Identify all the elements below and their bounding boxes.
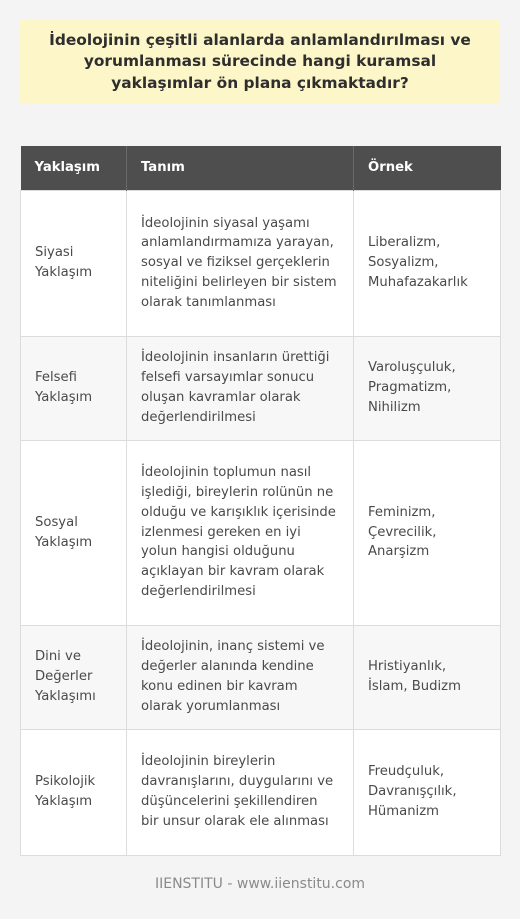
column-header-example: Örnek bbox=[354, 146, 501, 190]
table-row bbox=[21, 729, 501, 855]
question-title: İdeolojinin çeşitli alanlarda anlamlandırılması ve yorumlanması sürecinde hangi kuramsal yaklaşımlar ön plana çıkmaktadır? bbox=[49, 30, 471, 92]
table-row bbox=[21, 336, 501, 440]
example-cell: Varoluşçuluk, Pragmatizm, Nihilizm bbox=[354, 336, 501, 440]
approach-cell: Dini ve Değerler Yaklaşımı bbox=[21, 625, 127, 729]
column-header-approach: Yaklaşım bbox=[21, 146, 127, 190]
example-cell: Feminizm, Çevrecilik, Anarşizm bbox=[354, 440, 501, 625]
table-row bbox=[21, 625, 501, 729]
example-cell: Freudçuluk, Davranışçılık, Hümanizm bbox=[354, 729, 501, 855]
example-cell: Liberalizm, Sosyalizm, Muhafazakarlık bbox=[354, 190, 501, 336]
definition-cell: İdeolojinin siyasal yaşamı anlamlandırmamıza yarayan, sosyal ve fiziksel gerçeklerin niteliğini belirleyen bir sistem olarak tanımlanması bbox=[127, 190, 354, 336]
definition-cell: İdeolojinin insanların ürettiği felsefi varsayımlar sonucu oluşan kavramlar olarak değerlendirilmesi bbox=[127, 336, 354, 440]
table-row bbox=[21, 440, 501, 625]
example-cell: Hristiyanlık, İslam, Budizm bbox=[354, 625, 501, 729]
question-box bbox=[20, 20, 500, 104]
definition-cell: İdeolojinin bireylerin davranışlarını, duygularını ve düşüncelerini şekillendiren bir unsur olarak ele alınması bbox=[127, 729, 354, 855]
definition-cell: İdeolojinin, inanç sistemi ve değerler alanında kendine konu edinen bir kavram olarak yorumlanması bbox=[127, 625, 354, 729]
approach-cell: Siyasi Yaklaşım bbox=[21, 190, 127, 336]
approach-cell: Sosyal Yaklaşım bbox=[21, 440, 127, 625]
approach-cell: Psikolojik Yaklaşım bbox=[21, 729, 127, 855]
approaches-table bbox=[20, 146, 501, 856]
column-header-definition: Tanım bbox=[127, 146, 354, 190]
table-header-row bbox=[21, 146, 501, 190]
definition-cell: İdeolojinin toplumun nasıl işlediği, bireylerin rolünün ne olduğu ve karışıklık içerisinde izlenmesi gereken en iyi yolun hangisi olduğunu açıklayan bir kavram olarak değerlendirilmesi bbox=[127, 440, 354, 625]
table-row bbox=[21, 190, 501, 336]
footer-credit: IIENSTITU - www.iienstitu.com bbox=[154, 876, 366, 892]
approach-cell: Felsefi Yaklaşım bbox=[21, 336, 127, 440]
